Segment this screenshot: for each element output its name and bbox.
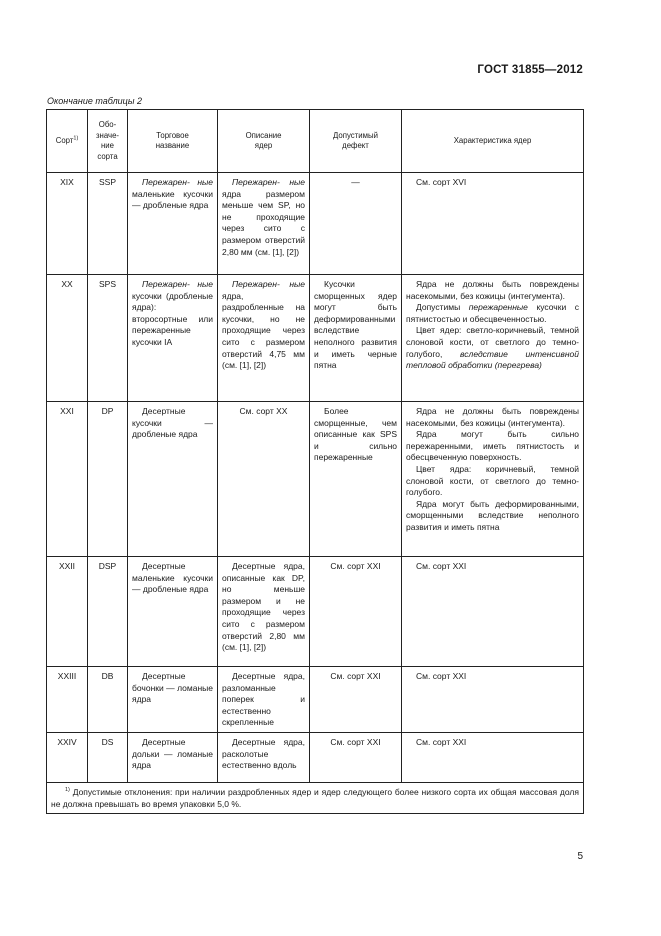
table-row: [47, 667, 584, 733]
table-footnote-row: [47, 782, 584, 813]
header-code: Обо- значе- ние сорта: [88, 110, 128, 173]
cell-code: DB: [88, 667, 128, 733]
cell-trade-name: Десертные дольки — ломаные ядра: [128, 732, 218, 782]
cell-defect: См. сорт XXI: [310, 732, 402, 782]
table-row: [47, 173, 584, 275]
header-description: Описание ядер: [218, 110, 310, 173]
cell-sort: XX: [47, 275, 88, 402]
header-sort: Сорт$^{1)}$: [47, 110, 88, 173]
table-footnote: $^{1)}$ Допустимые отклонения: при наличии раздробленных ядер и ядер следующего более низкого сорта их общая массовая доля не должна превышать во время упаковки 5,0 %.: [47, 782, 584, 813]
cell-characteristic: См. сорт XXI: [402, 732, 584, 782]
table-row: [47, 275, 584, 402]
cell-trade-name: Десертные бочонки — ломаные ядра: [128, 667, 218, 733]
cell-sort: XXIV: [47, 732, 88, 782]
cell-characteristic: См. сорт XXI: [402, 667, 584, 733]
cell-sort: XIX: [47, 173, 88, 275]
cell-characteristic: См. сорт XXI: [402, 557, 584, 667]
cell-defect: См. сорт XXI: [310, 667, 402, 733]
characteristic-paragraph: Ядра могут быть деформированными, сморщенными вследствие неполного развития и иметь пятна: [406, 498, 579, 532]
page-number: 5: [577, 851, 583, 862]
cell-characteristic: См. сорт XVI: [402, 173, 584, 275]
cell-defect: Более сморщенные, чем описанные как SPS и сильно пережаренные: [310, 402, 402, 557]
cell-description: Десертные ядра, разломанные поперек и естественно скрепленные: [218, 667, 310, 733]
cell-code: DS: [88, 732, 128, 782]
table-header-row: [47, 110, 584, 173]
cell-description: Десертные ядра, описанные как DP, но меньше размером и не проходящие через сито с размером отверстий 2,80 мм (см. [1], [2]): [218, 557, 310, 667]
header-defect: Допустимый дефект: [310, 110, 402, 173]
characteristic-paragraph: Ядра не должны быть повреждены насекомыми, без кожицы (интегумента).: [406, 279, 579, 301]
cell-description: Пережарен- ные ядра размером меньше чем SP, но не проходящие через сито с размером отверстий 2,80 мм (см. [1], [2]): [218, 173, 310, 275]
cell-characteristic: [402, 402, 584, 557]
header-trade-name: Торговое название: [128, 110, 218, 173]
header-characteristic: Характеристика ядер: [402, 110, 584, 173]
cell-defect: —: [310, 173, 402, 275]
cell-sort: XXI: [47, 402, 88, 557]
characteristic-paragraph: Цвет ядра: коричневый, темной слоновой кости, от светлого до темно-голубого.: [406, 463, 579, 498]
cell-defect: См. сорт XXI: [310, 557, 402, 667]
standard-code: ГОСТ 31855—2012: [477, 64, 583, 76]
cell-characteristic: [402, 275, 584, 402]
table-row: [47, 557, 584, 667]
characteristic-paragraph: Цвет ядер: светло-коричневый, темной слоновой кости, от светлого до темно-голубого, вследствие интенсивной тепловой обработки (перегрева): [406, 325, 579, 371]
cell-sort: XXII: [47, 557, 88, 667]
characteristic-paragraph: Ядра могут быть сильно пережаренными, иметь пятнистость и обесцвеченную поверхность.: [406, 429, 579, 463]
table-row: [47, 732, 584, 782]
cell-code: SPS: [88, 275, 128, 402]
cell-trade-name: Пережарен- ные маленькие кусочки — дробленые ядра: [128, 173, 218, 275]
cell-code: DSP: [88, 557, 128, 667]
cell-description: Пережарен- ные ядра, раздробленные на кусочки, но не проходящие через сито с размером отверстий 4,75 мм (см. [1], [2]): [218, 275, 310, 402]
cell-description: Десертные ядра, расколотые естественно вдоль: [218, 732, 310, 782]
cell-description: См. сорт XX: [218, 402, 310, 557]
cell-sort: XXIII: [47, 667, 88, 733]
characteristic-paragraph: Ядра не должны быть повреждены насекомыми, без кожицы (интегумента).: [406, 406, 579, 428]
cell-code: SSP: [88, 173, 128, 275]
cell-trade-name: Десертные кусочки — дробленые ядра: [128, 402, 218, 557]
cell-code: DP: [88, 402, 128, 557]
table-row: [47, 402, 584, 557]
cell-defect: Кусочки сморщенных ядер могут быть деформированными вследствие неполного развития и иметь черные пятна: [310, 275, 402, 402]
nut-grades-table: [46, 109, 584, 814]
cell-trade-name: Пережарен- ные кусочки (дробленые ядра): второсортные или пережаренные кусочки IA: [128, 275, 218, 402]
cell-trade-name: Десертные маленькие кусочки — дробленые ядра: [128, 557, 218, 667]
characteristic-paragraph: Допустимы пережаренные кусочки с пятнистостью и обесцвеченностью.: [406, 302, 579, 324]
table-caption: Окончание таблицы 2: [47, 96, 142, 106]
